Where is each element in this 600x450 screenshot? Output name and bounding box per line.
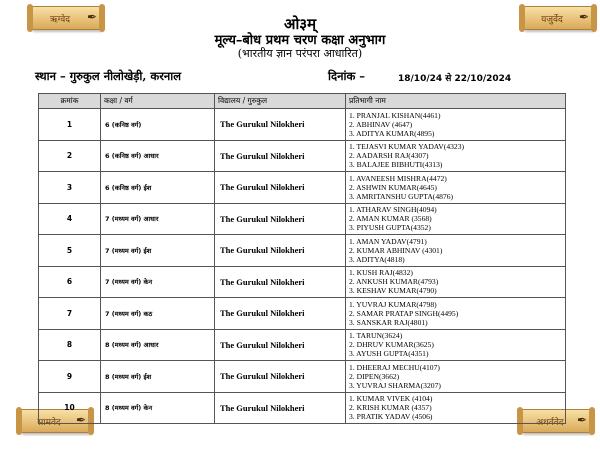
- participant-name: 3. AYUSH GUPTA(4351): [349, 349, 429, 359]
- school-cell: The Gurukul Nilokheri: [215, 172, 346, 204]
- participants-cell: [346, 140, 566, 172]
- participant-name: 2. SAMAR PRATAP SINGH(4495): [349, 308, 459, 318]
- serial-cell: 7: [39, 298, 101, 330]
- participant-name: 3. BALAJEE BIBHUTI(4313): [349, 160, 443, 170]
- school-cell: The Gurukul Nilokheri: [215, 361, 346, 393]
- table-row: [39, 140, 566, 172]
- participant-name: 3. SANSKAR RAJ(4801): [349, 317, 428, 327]
- table-row: [39, 298, 566, 330]
- school-cell: The Gurukul Nilokheri: [215, 203, 346, 235]
- participant-name: 1. TARUN(3624): [349, 331, 403, 341]
- participant-name: 2. DHRUV KUMAR(3625): [349, 340, 434, 350]
- participant-name: 1. KUSH RAJ(4832): [349, 268, 413, 278]
- school-cell: The Gurukul Nilokheri: [215, 109, 346, 141]
- school-cell: The Gurukul Nilokheri: [215, 392, 346, 424]
- participants-cell: [346, 298, 566, 330]
- participant-name: 3. PRATIK YADAV (4506): [349, 412, 433, 422]
- participant-name: 2. ASHWIN KUMAR(4645): [349, 182, 437, 192]
- participant-name: 1. PRANJAL KISHAN(4461): [349, 110, 441, 120]
- participant-name: 3. ADITYA KUMAR(4895): [349, 128, 435, 138]
- serial-cell: 9: [39, 361, 101, 393]
- table-row: [39, 361, 566, 393]
- participant-name: 1. AMAN YADAV(4791): [349, 236, 427, 246]
- class-cell: 6 (कनिष्ठ वर्ग) आधार: [101, 140, 215, 172]
- class-cell: 7 (मध्यम वर्ग) केन: [101, 266, 215, 298]
- class-cell: 6 (कनिष्ठ वर्ग) ईश: [101, 172, 215, 204]
- serial-cell: 8: [39, 329, 101, 361]
- header-class: कक्षा / वर्ग: [101, 94, 215, 109]
- participant-name: 3. YUVRAJ SHARMA(3207): [349, 380, 441, 390]
- scroll-label: यजुर्वेद: [541, 14, 563, 25]
- class-cell: 7 (मध्यम वर्ग) ईश: [101, 235, 215, 267]
- header-participants: प्रतिभागी नाम: [346, 94, 566, 109]
- participant-name: 2. AMAN KUMAR (3568): [349, 214, 432, 224]
- date-range: 18/10/24 से 22/10/2024: [398, 74, 512, 84]
- participants-cell: [346, 329, 566, 361]
- class-cell: 7 (मध्यम वर्ग) आधार: [101, 203, 215, 235]
- participants-cell: [346, 235, 566, 267]
- header-serial: क्रमांक: [39, 94, 101, 109]
- participant-name: 3. ADITYA(4818): [349, 254, 405, 264]
- school-cell: The Gurukul Nilokheri: [215, 329, 346, 361]
- scroll-label: ऋग्वेद: [50, 14, 70, 25]
- participant-name: 3. KESHAV KUMAR(4790): [349, 286, 437, 296]
- participants-cell: [346, 172, 566, 204]
- class-cell: 6 (कनिष्ठ वर्ग): [101, 109, 215, 141]
- table-header-row: [39, 94, 566, 109]
- school-cell: The Gurukul Nilokheri: [215, 298, 346, 330]
- participants-cell: [346, 203, 566, 235]
- participant-name: 1. YUVRAJ KUMAR(4798): [349, 299, 437, 309]
- class-cell: 8 (मध्यम वर्ग) आधार: [101, 329, 215, 361]
- participant-name: 2. KRISH KUMAR (4357): [349, 403, 432, 413]
- table-row: [39, 172, 566, 204]
- participant-name: 1. ATHARAV SINGH(4094): [349, 205, 437, 215]
- table-row: [39, 329, 566, 361]
- quill-icon: ✒: [75, 413, 86, 427]
- participant-name: 3. PIYUSH GUPTA(4352): [349, 223, 431, 233]
- table-row: [39, 235, 566, 267]
- table-row: [39, 109, 566, 141]
- venue-text: स्थान – गुरुकुल नीलोखेड़ी, करनाल: [35, 69, 182, 83]
- class-cell: 8 (मध्यम वर्ग) ईश: [101, 361, 215, 393]
- participants-cell: [346, 361, 566, 393]
- school-cell: The Gurukul Nilokheri: [215, 266, 346, 298]
- serial-cell: 10: [39, 392, 101, 424]
- school-cell: The Gurukul Nilokheri: [215, 140, 346, 172]
- scroll-label: अथर्ववेद: [536, 417, 564, 428]
- participant-name: 1. KUMAR VIVEK (4104): [349, 394, 433, 404]
- serial-cell: 4: [39, 203, 101, 235]
- participant-name: 2. ABHINAV (4647): [349, 119, 413, 129]
- document-title: ओ३म्: [283, 15, 317, 33]
- scroll-label: सामवेद: [37, 417, 61, 428]
- document-subtitle: मूल्य–बोध प्रथम चरण कक्षा अनुभाग: [214, 33, 386, 48]
- participants-cell: [346, 109, 566, 141]
- class-cell: 7 (मध्यम वर्ग) कठ: [101, 298, 215, 330]
- participant-name: 2. DIPEN(3662): [349, 371, 400, 381]
- participant-name: 2. KUMAR ABHINAV (4301): [349, 245, 443, 255]
- date-label: दिनांक –: [328, 69, 366, 83]
- table-row: [39, 203, 566, 235]
- serial-cell: 3: [39, 172, 101, 204]
- serial-cell: 6: [39, 266, 101, 298]
- participant-name: 1. TEJASVI KUMAR YADAV(4323): [349, 142, 465, 152]
- participants-cell: [346, 266, 566, 298]
- class-cell: 8 (मध्यम वर्ग) केन: [101, 392, 215, 424]
- document-subtitle-note: (भारतीय ज्ञान परंपरा आधारित): [237, 47, 363, 60]
- table-row: [39, 266, 566, 298]
- serial-cell: 2: [39, 140, 101, 172]
- quill-icon: ✒: [86, 10, 97, 24]
- participant-name: 1. DHEERAJ MECHU(4107): [349, 362, 440, 372]
- table-row: [39, 392, 566, 424]
- participants-cell: [346, 392, 566, 424]
- participant-name: 3. AMRITANSHU GUPTA(4876): [349, 191, 454, 201]
- school-cell: The Gurukul Nilokheri: [215, 235, 346, 267]
- participant-name: 2. ANKUSH KUMAR(4793): [349, 277, 439, 287]
- quill-icon: ✒: [576, 413, 587, 427]
- participants-table: [38, 93, 566, 424]
- quill-icon: ✒: [578, 10, 589, 24]
- serial-cell: 5: [39, 235, 101, 267]
- serial-cell: 1: [39, 109, 101, 141]
- header-school: विद्यालय / गुरुकुल: [215, 94, 346, 109]
- participant-name: 1. AVANEESH MISHRA(4472): [349, 173, 447, 183]
- participant-name: 2. AADARSH RAJ(4307): [349, 151, 429, 161]
